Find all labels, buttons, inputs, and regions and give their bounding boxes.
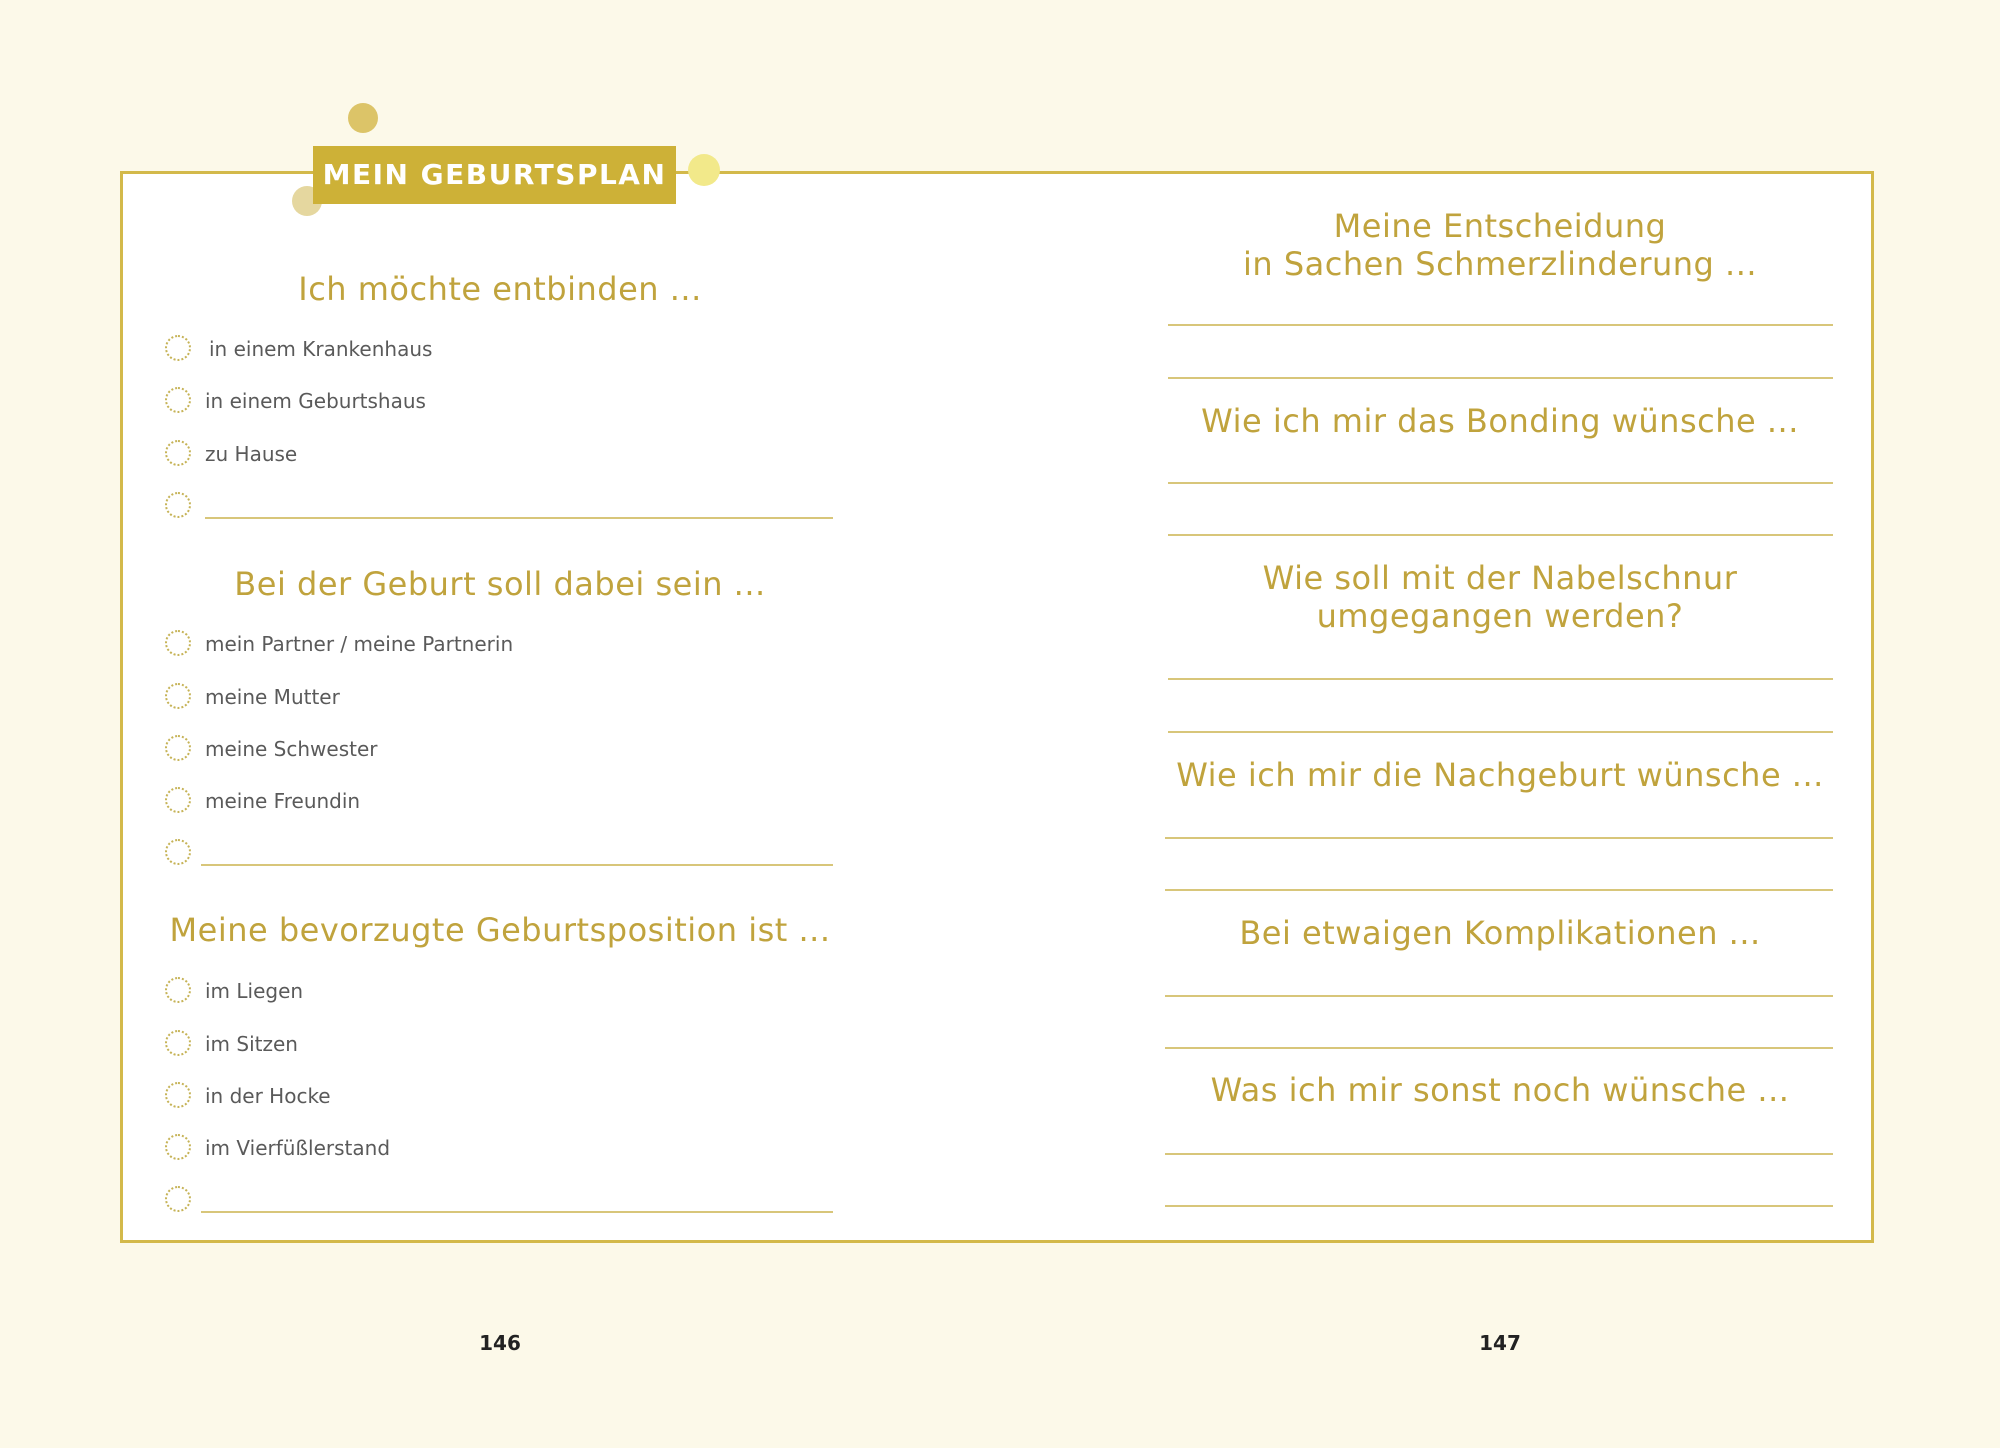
option-label: in einem Geburtshaus — [205, 389, 426, 413]
option-label: im Sitzen — [205, 1032, 298, 1056]
write-line[interactable] — [1168, 324, 1833, 326]
option-other-write-in[interactable] — [165, 1186, 865, 1218]
option-label: in einem Krankenhaus — [209, 337, 433, 361]
checkbox-circle[interactable] — [165, 1030, 191, 1056]
option-vierfuesslerstand[interactable] — [165, 1134, 865, 1166]
option-label: im Vierfüßlerstand — [205, 1136, 391, 1160]
section-heading-nabelschnur — [1130, 559, 1870, 635]
checkbox-circle[interactable] — [165, 1186, 191, 1212]
section-heading-sonst-noch — [1130, 1071, 1870, 1109]
heading-line: in Sachen Schmerzlinderung ... — [1242, 245, 1758, 283]
write-in-line[interactable] — [201, 864, 833, 866]
option-hocke[interactable] — [165, 1082, 865, 1114]
option-label: meine Schwester — [205, 737, 378, 761]
section-heading-komplikationen — [1130, 914, 1870, 952]
write-line[interactable] — [1165, 889, 1833, 891]
option-label: meine Freundin — [205, 789, 361, 813]
section-heading-dabei-sein: Bei der Geburt soll dabei sein ... — [234, 565, 766, 603]
option-label: mein Partner / meine Partnerin — [205, 632, 514, 656]
heading-line: Wie soll mit der Nabelschnur — [1262, 559, 1738, 597]
write-in-line[interactable] — [201, 1211, 833, 1213]
option-krankenhaus[interactable] — [165, 335, 865, 367]
option-zu-hause[interactable] — [165, 440, 865, 472]
section-heading-nachgeburt — [1130, 756, 1870, 794]
checkbox-circle[interactable] — [165, 839, 191, 865]
checkbox-circle[interactable] — [165, 787, 191, 813]
decorative-dot — [348, 103, 378, 133]
write-line[interactable] — [1168, 482, 1833, 484]
checkbox-circle[interactable] — [165, 683, 191, 709]
option-mutter[interactable] — [165, 683, 865, 715]
checkbox-circle[interactable] — [165, 1134, 191, 1160]
option-other-write-in[interactable] — [165, 839, 865, 871]
option-label: im Liegen — [205, 979, 304, 1003]
section-heading-schmerzlinderung — [1130, 207, 1870, 283]
page-number-right: 147 — [1479, 1331, 1521, 1355]
write-line[interactable] — [1165, 1205, 1833, 1207]
checkbox-circle[interactable] — [165, 735, 191, 761]
write-line[interactable] — [1168, 731, 1833, 733]
checkbox-circle[interactable] — [165, 335, 191, 361]
checkbox-circle[interactable] — [165, 440, 191, 466]
write-line[interactable] — [1168, 377, 1833, 379]
write-line[interactable] — [1168, 678, 1833, 680]
section-heading-entbinden: Ich möchte entbinden ... — [298, 270, 702, 308]
option-label: meine Mutter — [205, 685, 340, 709]
write-line[interactable] — [1168, 534, 1833, 536]
option-sitzen[interactable] — [165, 1030, 865, 1062]
option-label: in der Hocke — [205, 1084, 331, 1108]
heading-line: Was ich mir sonst noch wünsche ... — [1210, 1071, 1790, 1109]
heading-line: Meine Entscheidung — [1333, 207, 1667, 245]
checkbox-circle[interactable] — [165, 630, 191, 656]
heading-line: umgegangen werden? — [1316, 597, 1684, 635]
write-line[interactable] — [1165, 1153, 1833, 1155]
checkbox-circle[interactable] — [165, 977, 191, 1003]
checkbox-circle[interactable] — [165, 492, 191, 518]
decorative-dot — [688, 154, 720, 186]
option-other-write-in[interactable] — [165, 492, 865, 524]
section-heading-geburtsposition: Meine bevorzugte Geburtsposition ist ... — [169, 911, 831, 949]
heading-line: Bei etwaigen Komplikationen ... — [1239, 914, 1761, 952]
option-partner[interactable] — [165, 630, 865, 662]
heading-line: Wie ich mir die Nachgeburt wünsche ... — [1176, 756, 1824, 794]
section-heading-bonding — [1130, 402, 1870, 440]
page-title-banner: MEIN GEBURTSPLAN — [313, 146, 676, 204]
checkbox-circle[interactable] — [165, 387, 191, 413]
option-liegen[interactable] — [165, 977, 865, 1009]
option-geburtshaus[interactable] — [165, 387, 865, 419]
heading-line: Wie ich mir das Bonding wünsche ... — [1201, 402, 1799, 440]
option-freundin[interactable] — [165, 787, 865, 819]
option-schwester[interactable] — [165, 735, 865, 767]
write-line[interactable] — [1165, 995, 1833, 997]
checkbox-circle[interactable] — [165, 1082, 191, 1108]
write-line[interactable] — [1165, 1047, 1833, 1049]
page-number-left: 146 — [479, 1331, 521, 1355]
write-line[interactable] — [1165, 837, 1833, 839]
write-in-line[interactable] — [205, 517, 833, 519]
option-label: zu Hause — [205, 442, 298, 466]
